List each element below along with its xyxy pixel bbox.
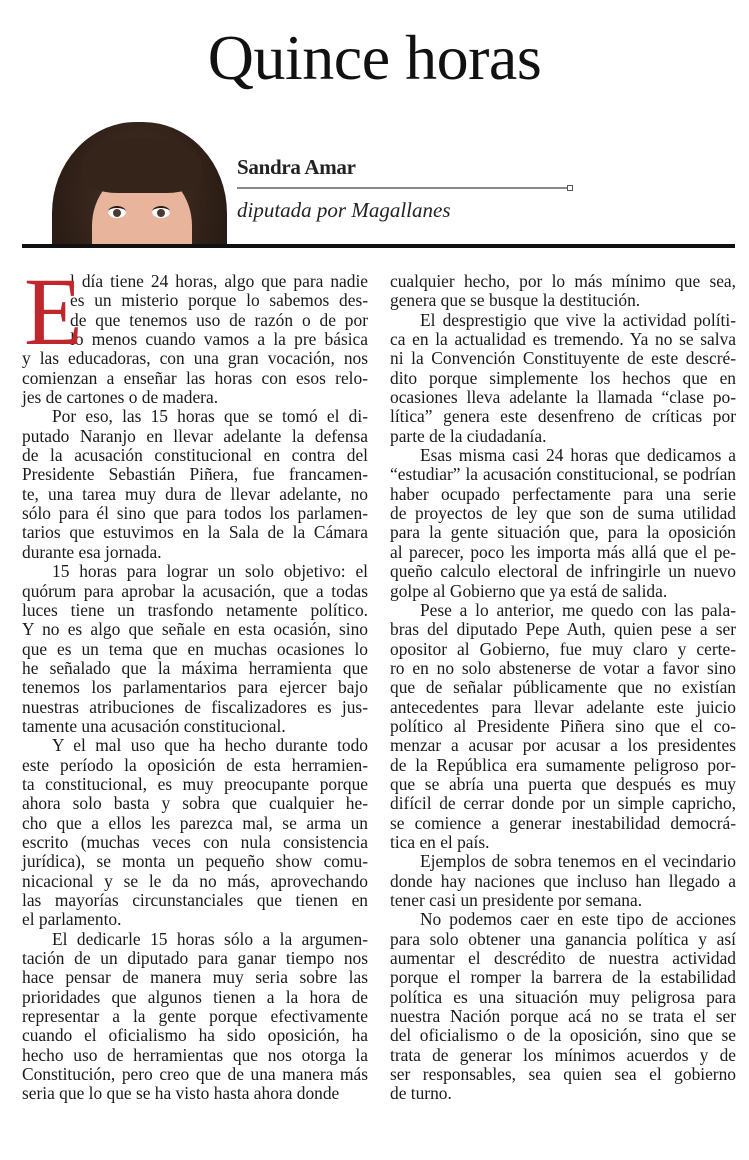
text-line: prioridades que algunos tienen a la hora de xyxy=(22,986,368,1007)
text-line: queño calculo electoral de infringirle un nuevo xyxy=(390,561,736,582)
author-divider xyxy=(237,187,568,189)
text-line: hace pensar de manera muy seria sobre las xyxy=(22,967,368,988)
text-line: seria que lo que se ha visto hasta ahora donde xyxy=(22,1083,340,1104)
text-line: No podemos caer en este tipo de acciones xyxy=(420,909,736,930)
text-line: El dedicarle 15 horas sólo a la argumen- xyxy=(52,928,368,949)
text-line: de proyectos de ley que son de suma utilidad xyxy=(390,503,736,524)
text-line: nicacional y se le da no más, aprovechando xyxy=(22,870,368,891)
text-line: tener casi un presidente por semana. xyxy=(390,890,643,910)
text-line: genera que se busque la destitución. xyxy=(390,290,641,311)
text-line: el parlamento. xyxy=(22,909,122,930)
text-line: tamente una acusación constitucional. xyxy=(22,715,286,736)
text-line: tenemos los parlamentarios para ejercer bajo xyxy=(22,677,368,698)
text-line: tación de un diputado para ganar tiempo nos xyxy=(22,948,368,969)
text-line: haber ocupado perfectamente para una serie xyxy=(390,483,736,504)
text-line: ca en la actualidad es tremendo. Ya no se salva xyxy=(390,329,736,350)
text-line: jurídica), se monta un pequeño show comu- xyxy=(22,851,368,872)
text-line: Ejemplos de sobra tenemos en el vecindario xyxy=(420,851,736,872)
text-line: menzar a acusar por acusar a los presidentes xyxy=(390,735,736,756)
text-line: cho que a ellos les parezca mal, se arma un xyxy=(22,812,368,833)
text-line: tica en el país. xyxy=(390,831,490,852)
text-line: del oficialismo o de la oposición, sino que se xyxy=(390,1025,736,1046)
text-line: que de señalar públicamente que no existían xyxy=(390,677,736,698)
text-line: “estudiar” la acusación constitucional, se podrían xyxy=(390,464,736,485)
text-line: ro en no solo abstenerse de votar a favor sino xyxy=(390,657,736,678)
text-line: las mayorías circunstanciales que tienen en xyxy=(22,890,368,910)
text-line: y las educadoras, con una gran vocación, nos xyxy=(22,348,368,369)
text-line: política es una situación muy peligrosa para xyxy=(390,986,736,1007)
text-line: sólo para él sino que para todos los parlamen- xyxy=(22,503,368,524)
text-line: parte de la ciudadanía. xyxy=(390,425,547,446)
text-line: porque el romper la barrera de la estabilidad xyxy=(390,967,736,988)
text-line: ta constitucional, es muy preocupante porque xyxy=(22,773,368,794)
header-rule xyxy=(22,244,735,248)
paragraph xyxy=(22,562,368,736)
text-line: jes de cartones o de madera. xyxy=(22,387,219,408)
text-line: para solo obtener una ganancia política y así xyxy=(390,928,736,949)
text-line: ocasiones lleva adelante la llamada “clase po- xyxy=(390,387,736,408)
text-line: dito porque simplemente los hechos que en xyxy=(390,367,736,388)
text-line: durante esa jornada. xyxy=(22,541,162,562)
text-line: ahora solo basta y sobra que cualquier he- xyxy=(22,793,368,814)
text-line: de la República era sumamente peligroso por- xyxy=(390,754,736,775)
text-line: El desprestigio que vive la actividad políti- xyxy=(420,309,736,330)
author-role: diputada por Magallanes xyxy=(237,198,451,222)
text-line: comienzan a enseñar las horas con esos relo- xyxy=(22,367,368,388)
text-line: aumentar el descrédito de nuestra actividad xyxy=(390,948,736,969)
text-line: al parecer, poco les importa más allá que el pe- xyxy=(390,541,736,562)
paragraph xyxy=(22,930,368,1104)
text-line: Esas misma casi 24 horas que dedicamos a xyxy=(420,445,736,466)
column-left xyxy=(22,258,368,1104)
left-eye xyxy=(108,206,126,218)
text-line: político al Presidente Piñera sino que el co- xyxy=(390,715,736,736)
text-line: cualquier hecho, por lo más mínimo que sea, xyxy=(390,271,736,291)
paragraph xyxy=(22,736,368,929)
text-line: luces tiene un trasfondo netamente político. xyxy=(22,599,368,620)
text-line: representar a la gente porque efectivamente xyxy=(22,1006,368,1027)
text-line: este período la oposición de esta herramien- xyxy=(22,754,368,775)
paragraph xyxy=(390,311,736,446)
text-line: golpe al Gobierno que ya está de salida. xyxy=(390,580,668,601)
text-line: Y no es algo que señale en esta ocasión, sino xyxy=(22,619,368,640)
text-line: trata de generar los mínimos acuerdos y de xyxy=(390,1044,736,1065)
paragraph xyxy=(390,272,736,311)
paragraph xyxy=(390,601,736,852)
divider-end-square xyxy=(567,185,573,191)
text-line: putado Naranjo en llevar adelante la defensa xyxy=(22,425,368,446)
drop-cap: E xyxy=(24,258,83,365)
text-line: hecho uso de herramientas que nos otorga la xyxy=(22,1044,368,1065)
text-line: quórum para aprobar la acusación, que a todas xyxy=(22,580,368,601)
text-line: escrito (muchas veces con nula consistencia xyxy=(22,831,368,852)
text-line: Por eso, las 15 horas que se tomó el di- xyxy=(52,406,368,427)
text-line: Constitución, pero creo que de una manera más xyxy=(22,1064,368,1085)
paragraph xyxy=(390,852,736,910)
text-line: lo menos cuando vamos a la pre básica xyxy=(70,329,368,350)
text-line: antecedentes para llevar adelante este juicio xyxy=(390,696,736,717)
text-line: de turno. xyxy=(390,1083,452,1104)
text-line: Y el mal uso que ha hecho durante todo xyxy=(52,735,368,756)
text-line: ni la Convención Constituyente de este descré- xyxy=(390,348,736,369)
text-line: para la gente situación que, para la oposición xyxy=(390,522,736,543)
paragraph xyxy=(390,910,736,1103)
text-line: que es un tema que en muchas ocasiones lo xyxy=(22,638,368,659)
text-line: opositor al Gobierno, fue muy claro y certe- xyxy=(390,638,736,659)
text-line: difícil de cerrar donde por un simple capricho, xyxy=(390,793,736,814)
bangs xyxy=(82,138,202,193)
text-line: de que tenemos uso de razón o de por xyxy=(70,309,368,330)
text-line: Presidente Sebastián Piñera, fue francamen- xyxy=(22,464,368,485)
text-line: es un misterio porque lo sabemos des- xyxy=(70,290,368,311)
text-line: donde hay naciones que incluso han llegado a xyxy=(390,870,736,891)
paragraph xyxy=(390,446,736,601)
text-line: cuando el oficialismo ha sido oposición, ha xyxy=(22,1025,368,1046)
text-line: se comience a generar inestabilidad democrá- xyxy=(390,812,736,833)
text-line: ser responsables, sea quien sea el gobierno xyxy=(390,1064,736,1085)
article-title: Quince horas xyxy=(207,22,542,93)
text-line: 15 horas para lograr un solo objetivo: el xyxy=(52,561,368,582)
text-line: tarios que estuvimos en la Sala de la Cámara xyxy=(22,522,368,543)
column-right xyxy=(390,272,736,1104)
text-line: lítica” genera este desenfreno de críticas por xyxy=(390,406,736,427)
text-line: te, una tarea muy dura de llevar adelante, no xyxy=(22,483,368,504)
text-line: nuestras atribuciones de fiscalizadores es jus- xyxy=(22,696,368,717)
text-line: de la acusación constitucional en contra del xyxy=(22,445,368,466)
text-line: nuestra Nación porque acá no se trata el ser xyxy=(390,1006,736,1027)
text-line: Pese a lo anterior, me quedo con las pala- xyxy=(420,599,736,620)
text-line: bras del diputado Pepe Auth, quien pese a ser xyxy=(390,619,736,640)
right-eye xyxy=(152,206,170,218)
author-photo xyxy=(30,118,235,246)
text-line: l día tiene 24 horas, algo que para nadie xyxy=(70,271,368,291)
paragraph xyxy=(22,407,368,562)
author-name: Sandra Amar xyxy=(237,155,356,179)
text-line: he señalado que la máxima herramienta que xyxy=(22,657,368,678)
text-line: que se abría una puerta que después es muy xyxy=(390,773,736,794)
